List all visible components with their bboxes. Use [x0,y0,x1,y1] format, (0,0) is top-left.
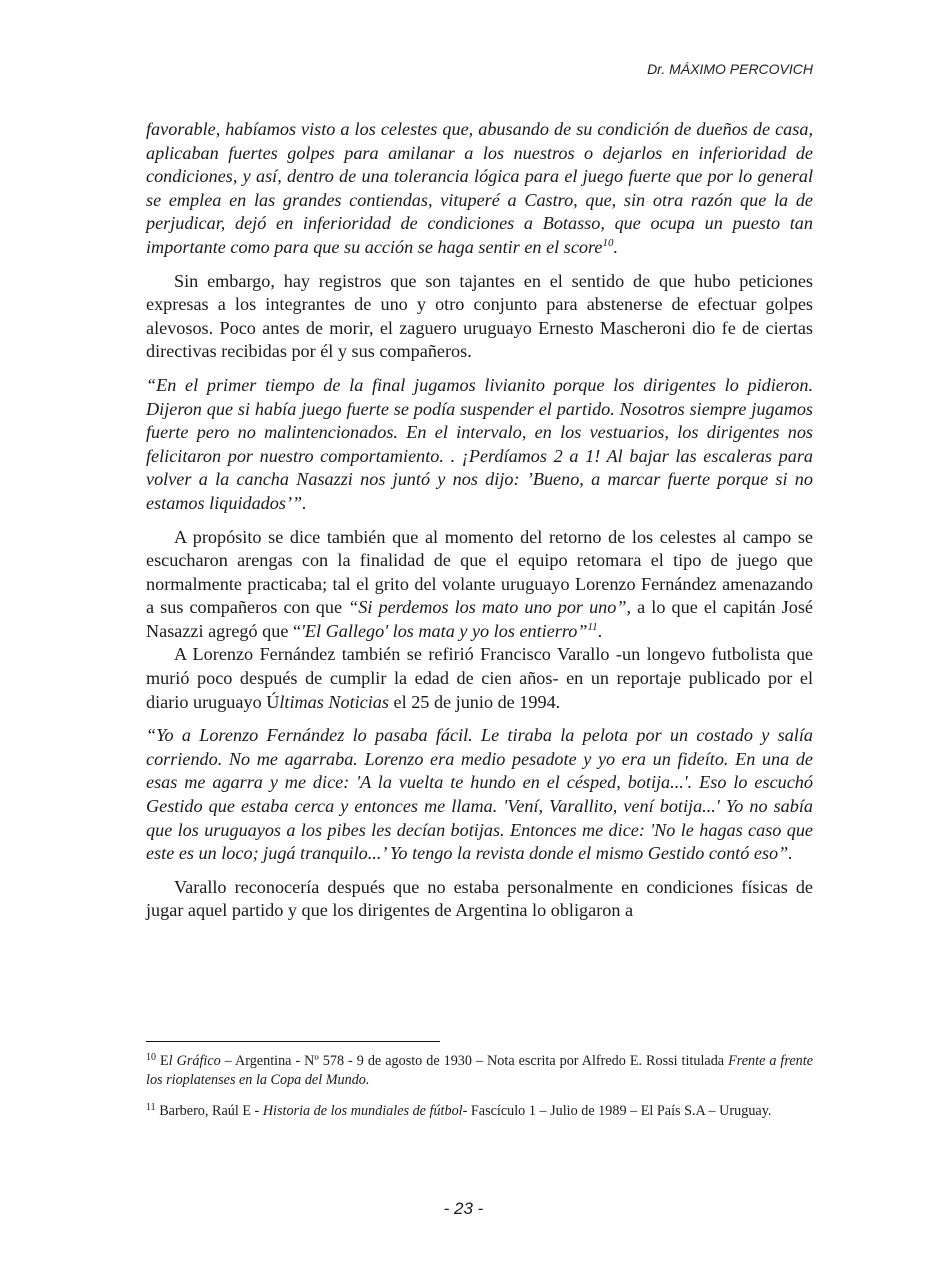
footnote-text: – Argentina - Nº 578 - 9 de agosto de 1930 – Nota escrita por Alfredo E. Rossi titulada [220,1053,729,1069]
quote-inline: “Si perdemos los mato uno por uno” [348,597,627,618]
quote-end: . [613,236,619,257]
footnote-number: 11 [146,1102,156,1113]
paragraph [146,643,813,714]
footnote-separator [146,1041,440,1042]
footnote-text: Barbero, Raúl E - [155,1103,263,1119]
footnote-ref-10: 10 [602,236,614,249]
quote-paragraph: “En el primer tiempo de la final jugamos livianito porque los dirigentes lo pidieron. Dijeron que si había juego fuerte se podía suspender el partido. Nosotros siempre jugamos fuerte pero no malintencionados. En el intervalo, en los vestuarios, los dirigentes nos felicitaron por nuestro comportamiento. . ¡Perdíamos 2 a 1! Al bajar las escaleras para volver a la cancha Nasazzi nos juntó y nos dijo: ’Bueno, a marcar fuerte porque si no estamos liquidados’”. [146,374,813,513]
paragraph [146,526,813,644]
running-header: Dr. MÁXIMO PERCOVICH [647,61,813,77]
text-run: . [597,620,603,641]
footnote-article-title: Frente a frente los rioplatenses en la Copa del Mundo. [146,1053,813,1088]
newspaper-title: ltimas Noticias [279,691,389,712]
text-run: el 25 de junio de 1994. [388,691,561,712]
paragraph: Sin embargo, hay registros que son tajantes en el sentido de que hubo peticiones expresas a los integrantes de uno y otro conjunto para abstenerse de efectuar golpes alevosos. Poco antes de morir, el zaguero uruguayo Ernesto Mascheroni dio fe de ciertas directivas recibidas por él y sus compañeros. [146,270,813,362]
footnote-10 [146,1052,813,1090]
text-run: A propósito se dice también que al momento del retorno de los celestes al campo se escucharon arengas con la finalidad de que el equipo retomara el tipo de juego que normalmente practicaba; tal el grito del volante uruguayo Lorenzo Fernández amenazando a sus compañeros con que [146,526,813,618]
paragraph: Varallo reconocería después que no estaba personalmente en condiciones físicas de jugar aquel partido y que los dirigentes de Argentina lo obligaron a [146,876,813,921]
footnotes [146,1052,813,1121]
quote-paragraph-continued [146,118,813,260]
body-text [146,118,813,923]
footnote-11 [146,1102,813,1121]
page-number: - 23 - [443,1199,484,1218]
footnote-source-title: Historia de los mundiales de fútbol [262,1103,463,1119]
quote-text: favorable, habíamos visto a los celestes que, abusando de su condición de dueños de casa, aplicaban fuertes golpes para amilanar a los nuestros o dejarlos en inferioridad de condiciones, y así, dentro de una tolerancia lógica para el juego fuerte que por lo general se emplea en las grandes contiendas, vituperé a Castro, que, sin otra razón que la de perjudicar, dejó en inferioridad de condiciones a Botasso, que ocupa un puesto tan importante como para que su acción se haga sentir en el score [146,119,813,257]
footnote-ref-11: 11 [587,620,598,633]
footnote-text: - Fascículo 1 – Julio de 1989 – El País S.A – Uruguay. [462,1103,772,1119]
footnote-source-title: l Gráfico [168,1053,221,1069]
quote-paragraph: “Yo a Lorenzo Fernández lo pasaba fácil. Le tiraba la pelota por un costado y salía corriendo. No me agarraba. Lorenzo era medio pesadote y yo era un fideíto. En una de esas me agarra y me dice: 'A la vuelta te hundo en el césped, botija...'. Eso lo escuchó Gestido que estaba cerca y entonces me llama. 'Vení, Varallito, vení botija...' Yo no sabía que los uruguayos a los pibes les decían botijas. Entonces me dice: 'No le hagas caso que este es un loco; jugá tranquilo...’ Yo tengo la revista donde el mismo Gestido contó eso”. [146,725,813,864]
quote-inline: 'El Gallego' los mata y yo los entierro” [301,620,588,641]
footnote-number: 10 [146,1052,156,1063]
footnote-text: E [156,1053,169,1069]
text-run: , a lo que el capitán José Nasazzi agregó que “ [146,597,813,641]
text-run: A Lorenzo Fernández también se refirió Francisco Varallo -un longevo futbolista que murió poco después de cumplir la edad de cien años- en un reportaje publicado por el diario uruguayo Ú [146,644,813,712]
